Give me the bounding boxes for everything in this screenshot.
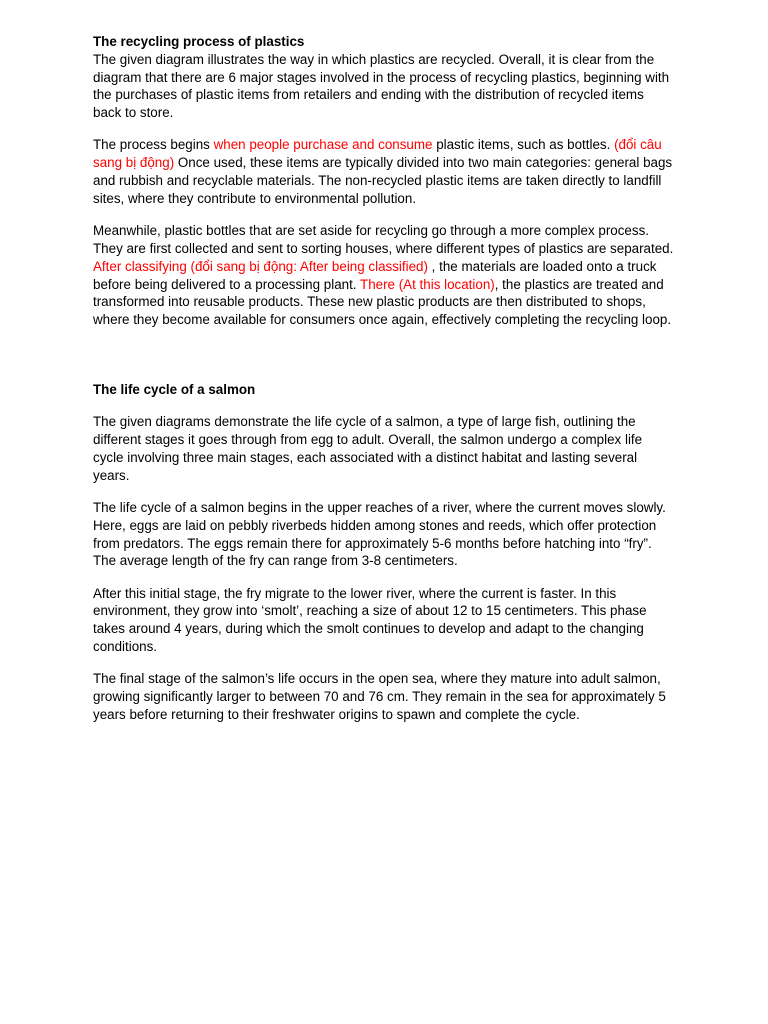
- teacher-note: After classifying (đổi sang bị động: After being classified): [93, 258, 428, 274]
- document-page: [93, 33, 675, 724]
- recycling-paragraph-2: [93, 136, 675, 207]
- teacher-note: (đổi câu sang bị động): [93, 137, 662, 171]
- text-run: Meanwhile, plastic bottles that are set aside for recycling go through a more complex process. They are first collected and sent to sorting houses, where different types of plastics are separated.: [93, 223, 674, 256]
- recycling-paragraph-3: [93, 222, 675, 329]
- salmon-paragraph-3: After this initial stage, the fry migrate to the lower river, where the current is faster. In this environment, they grow into ‘smolt’, reaching a size of about 12 to 15 centimeters. This phase takes around 4 years, during which the smolt continues to develop and adapt to the changing conditions.: [93, 585, 647, 655]
- salmon-paragraph-1: The given diagrams demonstrate the life cycle of a salmon, a type of large fish, outlining the different stages it goes through from egg to adult. Overall, the salmon undergo a complex life cycle involving three main stages, each associated with a distinct habitat and lasting several years.: [93, 414, 643, 483]
- section-title-recycling: The recycling process of plastics: [93, 34, 305, 49]
- salmon-paragraph-2: The life cycle of a salmon begins in the upper reaches of a river, where the current moves slowly. Here, eggs are laid on pebbly riverbeds hidden among stones and reeds, which offer protection from predators. The eggs remain there for approximately 5-6 months before hatching into “fry”. The average length of the fry can range from 3-8 centimeters.: [93, 499, 666, 569]
- salmon-paragraph-4: The final stage of the salmon’s life occurs in the open sea, where they mature into adult salmon, growing significantly larger to between 70 and 76 cm. They remain in the sea for approximately 5 years before returning to their freshwater origins to spawn and complete the cycle.: [93, 671, 666, 722]
- teacher-note: when people purchase and consume: [213, 137, 433, 153]
- text-run: plastic items, such as bottles.: [432, 137, 615, 153]
- text-run: , the materials are loaded onto a truck before being delivered to a processing plant.: [93, 258, 657, 292]
- teacher-note: There (At this location): [360, 276, 495, 292]
- section-title-salmon: The life cycle of a salmon: [93, 381, 256, 397]
- recycling-intro-paragraph: The given diagram illustrates the way in which plastics are recycled. Overall, it is clear from the diagram that there are 6 major stages involved in the process of recycling plastics, beginning with the purchases of plastic items from retailers and ending with the distribution of recycled items back to store.: [93, 51, 670, 121]
- text-run: The process begins: [93, 137, 214, 153]
- text-run: , the plastics are treated and transformed into reusable products. These new plastic products are then distributed to shops, where they become available for consumers once again, effectively completing the recycling loop.: [93, 276, 672, 328]
- text-run: Once used, these items are typically divided into two main categories: general bags and rubbish and recyclable materials. The non-recycled plastic items are taken directly to landfill sites, where they contribute to environmental pollution.: [93, 155, 673, 206]
